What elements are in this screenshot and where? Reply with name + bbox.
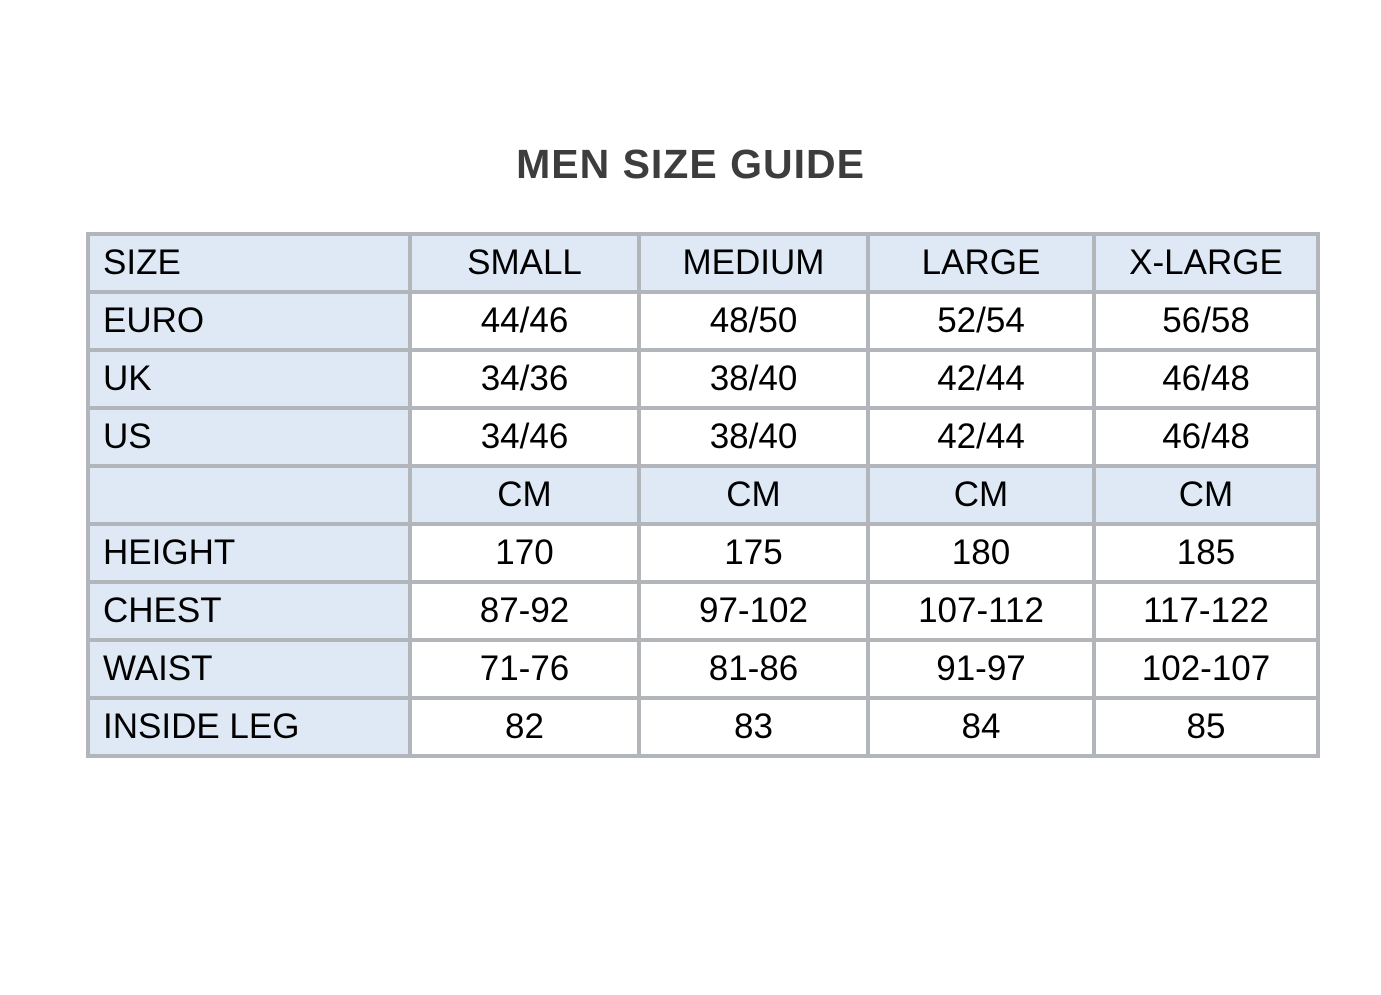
table-cell: 170 (410, 524, 639, 582)
table-cell: 48/50 (639, 292, 868, 350)
table-cell: 83 (639, 698, 868, 756)
table-cell: 81-86 (639, 640, 868, 698)
table-cell: 46/48 (1094, 408, 1318, 466)
table-cell: 82 (410, 698, 639, 756)
table-cell: 44/46 (410, 292, 639, 350)
table-cell: 180 (868, 524, 1094, 582)
table-cell: 85 (1094, 698, 1318, 756)
unit-cell-cm: CM (639, 466, 868, 524)
table-cell: 38/40 (639, 350, 868, 408)
table-cell: 185 (1094, 524, 1318, 582)
row-label-us: US (88, 408, 410, 466)
column-header-large: LARGE (868, 234, 1094, 292)
table-cell: 56/58 (1094, 292, 1318, 350)
table-row-chest (88, 582, 1318, 640)
unit-cell-cm: CM (868, 466, 1094, 524)
row-label-euro: EURO (88, 292, 410, 350)
table-cell: 117-122 (1094, 582, 1318, 640)
table-cell: 34/46 (410, 408, 639, 466)
row-label-height: HEIGHT (88, 524, 410, 582)
table-row-waist (88, 640, 1318, 698)
column-header-x-large: X-LARGE (1094, 234, 1318, 292)
table-cell: 175 (639, 524, 868, 582)
row-label-uk: UK (88, 350, 410, 408)
row-label-empty (88, 466, 410, 524)
table-cell: 107-112 (868, 582, 1094, 640)
table-row-uk (88, 350, 1318, 408)
unit-row-cm (88, 466, 1318, 524)
header-row (88, 234, 1318, 292)
column-header-small: SMALL (410, 234, 639, 292)
table-row-height (88, 524, 1318, 582)
unit-cell-cm: CM (410, 466, 639, 524)
column-header-medium: MEDIUM (639, 234, 868, 292)
table-row-us (88, 408, 1318, 466)
men-size-guide-table (86, 232, 1320, 758)
table-row-euro (88, 292, 1318, 350)
table-cell: 97-102 (639, 582, 868, 640)
table-cell: 102-107 (1094, 640, 1318, 698)
row-label-inside-leg: INSIDE LEG (88, 698, 410, 756)
column-header-size: SIZE (88, 234, 410, 292)
table-cell: 42/44 (868, 350, 1094, 408)
table-cell: 46/48 (1094, 350, 1318, 408)
row-label-chest: CHEST (88, 582, 410, 640)
table-cell: 87-92 (410, 582, 639, 640)
table-cell: 38/40 (639, 408, 868, 466)
row-label-waist: WAIST (88, 640, 410, 698)
table-cell: 91-97 (868, 640, 1094, 698)
unit-cell-cm: CM (1094, 466, 1318, 524)
page-title: MEN SIZE GUIDE (516, 141, 865, 187)
table-cell: 84 (868, 698, 1094, 756)
table-row-inside-leg (88, 698, 1318, 756)
table-cell: 42/44 (868, 408, 1094, 466)
table-cell: 71-76 (410, 640, 639, 698)
table-cell: 34/36 (410, 350, 639, 408)
table-cell: 52/54 (868, 292, 1094, 350)
